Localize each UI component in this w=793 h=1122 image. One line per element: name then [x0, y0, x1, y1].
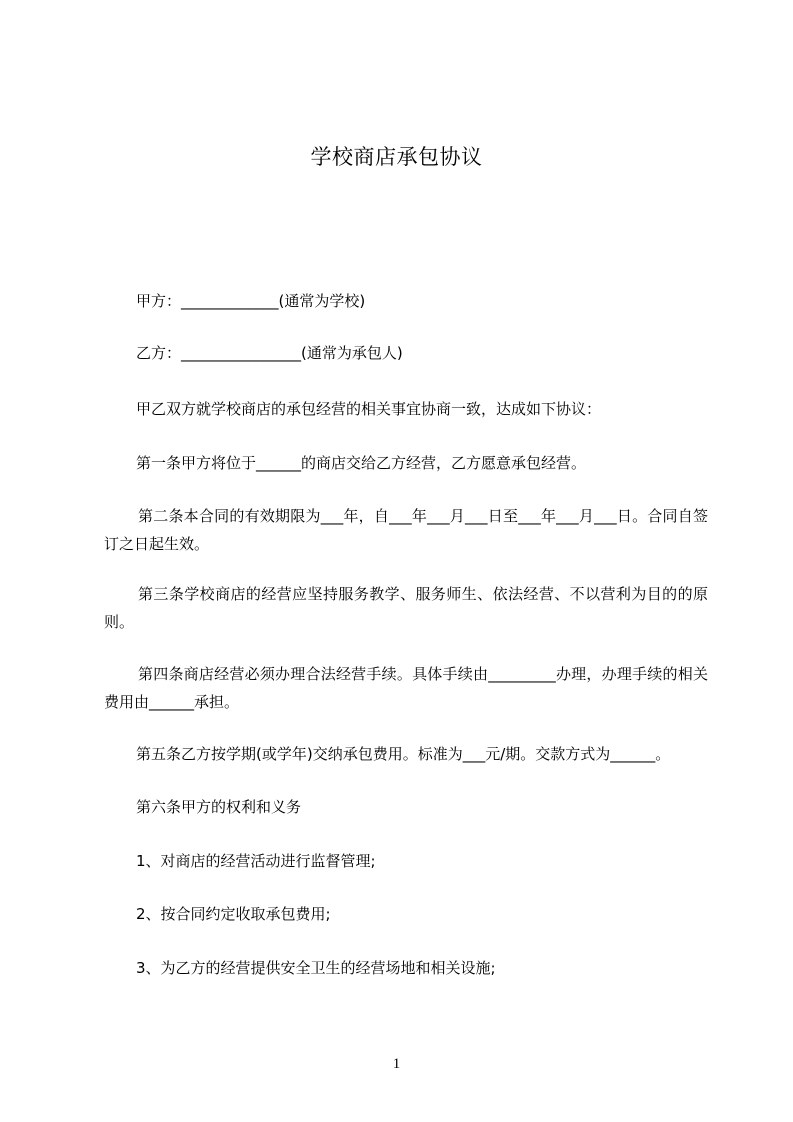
- paragraph-article-6: 第六条甲方的权利和义务: [136, 798, 302, 816]
- list-item-3: 3、为乙方的经营提供安全卫生的经营场地和相关设施;: [136, 959, 496, 977]
- list-item-2: 2、按合同约定收取承包费用;: [136, 905, 331, 923]
- paragraph-article-5: 第五条乙方按学期(或学年)交纳承包费用。标准为___元/期。交款方式为______。: [136, 745, 671, 763]
- paragraph-article-4: 第四条商店经营必须办理合法经营手续。具体手续由_________办理，办理手续的相关费用由______承担。: [104, 665, 708, 711]
- paragraph-party-a: 甲方：_____________(通常为学校): [136, 292, 366, 310]
- page-number: 1: [392, 1056, 401, 1072]
- paragraph-preamble: 甲乙双方就学校商店的承包经营的相关事宜协商一致，达成如下协议：: [136, 400, 602, 418]
- paragraph-article-1: 第一条甲方将位于______的商店交给乙方经营，乙方愿意承包经营。: [136, 454, 587, 472]
- paragraph-party-b: 乙方：________________(通常为承包人): [136, 344, 403, 362]
- list-item-1: 1、对商店的经营活动进行监督管理;: [136, 852, 376, 870]
- paragraph-article-3: 第三条学校商店的经营应坚持服务教学、服务师生、依法经营、不以营利为目的的原则。: [104, 585, 708, 631]
- paragraph-article-2: 第二条本合同的有效期限为___年，自___年___月___日至___年___月___日。合同自签订之日起生效。: [104, 507, 708, 553]
- document-title: 学校商店承包协议: [310, 145, 483, 169]
